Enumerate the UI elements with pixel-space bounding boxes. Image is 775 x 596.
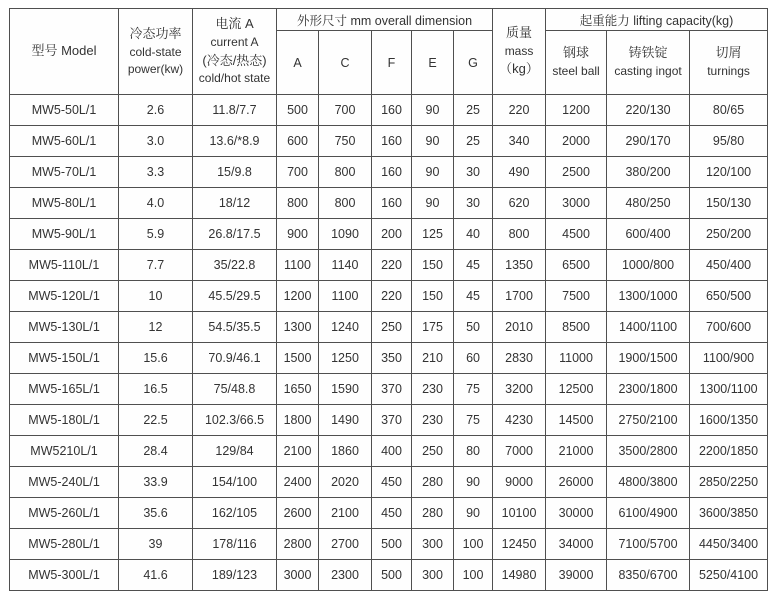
dim-a-cell: 2600: [277, 498, 319, 529]
dim-c-cell: 2300: [319, 560, 372, 591]
turnings-cell: 95/80: [690, 126, 768, 157]
model-cell: MW5-90L/1: [10, 219, 119, 250]
header-power-en2: power(kw): [127, 61, 184, 76]
dim-g-cell: 60: [454, 343, 493, 374]
steel-ball-cell: 2000: [546, 126, 607, 157]
steel-ball-cell: 4500: [546, 219, 607, 250]
header-power-en1: cold-state: [129, 44, 182, 59]
mass-cell: 4230: [493, 405, 546, 436]
casting-ingot-cell: 380/200: [607, 157, 690, 188]
dim-e-cell: 90: [412, 95, 454, 126]
dim-c-cell: 800: [319, 157, 372, 188]
dim-f-cell: 350: [372, 343, 412, 374]
model-cell: MW5-80L/1: [10, 188, 119, 219]
mass-cell: 7000: [493, 436, 546, 467]
header-current-zh2: (冷态/热态): [202, 52, 267, 68]
dim-e-cell: 150: [412, 250, 454, 281]
turnings-cell: 120/100: [690, 157, 768, 188]
table-row: [10, 219, 768, 250]
dim-a-cell: 600: [277, 126, 319, 157]
current-cell: 13.6/*8.9: [193, 126, 277, 157]
dim-a-cell: 500: [277, 95, 319, 126]
power-cell: 4.0: [119, 188, 193, 219]
turnings-cell: 650/500: [690, 281, 768, 312]
header-overall-dimension: 外形尺寸 mm overall dimension: [277, 9, 493, 31]
mass-cell: 1350: [493, 250, 546, 281]
mass-cell: 340: [493, 126, 546, 157]
dim-a-cell: 900: [277, 219, 319, 250]
model-cell: MW5-280L/1: [10, 529, 119, 560]
current-cell: 26.8/17.5: [193, 219, 277, 250]
casting-ingot-cell: 1300/1000: [607, 281, 690, 312]
dim-c-cell: 1100: [319, 281, 372, 312]
table-row: [10, 436, 768, 467]
header-casting-ingot-zh: 铸铁锭: [628, 45, 668, 61]
power-cell: 22.5: [119, 405, 193, 436]
casting-ingot-cell: 6100/4900: [607, 498, 690, 529]
turnings-cell: 1100/900: [690, 343, 768, 374]
steel-ball-cell: 8500: [546, 312, 607, 343]
header-mass-en: mass: [504, 43, 534, 58]
dim-c-cell: 2020: [319, 467, 372, 498]
dim-f-cell: 370: [372, 374, 412, 405]
mass-cell: 14980: [493, 560, 546, 591]
dim-g-cell: 30: [454, 157, 493, 188]
current-cell: 189/123: [193, 560, 277, 591]
turnings-cell: 2850/2250: [690, 467, 768, 498]
current-cell: 102.3/66.5: [193, 405, 277, 436]
header-current: [193, 9, 277, 95]
dim-c-cell: 1140: [319, 250, 372, 281]
table-row: [10, 95, 768, 126]
dim-e-cell: 250: [412, 436, 454, 467]
power-cell: 5.9: [119, 219, 193, 250]
header-dim-c: C: [319, 31, 372, 95]
casting-ingot-cell: 1000/800: [607, 250, 690, 281]
header-current-zh: 电流 A: [215, 16, 254, 32]
dim-a-cell: 2400: [277, 467, 319, 498]
header-mass-unit: （kg）: [499, 61, 539, 77]
table-row: [10, 498, 768, 529]
header-lifting-capacity: 起重能力 lifting capacity(kg): [546, 9, 768, 31]
model-cell: MW5-240L/1: [10, 467, 119, 498]
header-cold-state-power: [119, 9, 193, 95]
table-row: [10, 560, 768, 591]
dim-e-cell: 280: [412, 467, 454, 498]
dim-e-cell: 90: [412, 126, 454, 157]
header-casting-ingot-en: casting ingot: [614, 64, 682, 79]
dim-f-cell: 250: [372, 312, 412, 343]
table-row: [10, 467, 768, 498]
casting-ingot-cell: 600/400: [607, 219, 690, 250]
turnings-cell: 1300/1100: [690, 374, 768, 405]
header-model: [10, 9, 119, 95]
mass-cell: 220: [493, 95, 546, 126]
dim-e-cell: 230: [412, 405, 454, 436]
dim-e-cell: 230: [412, 374, 454, 405]
power-cell: 33.9: [119, 467, 193, 498]
table-row: [10, 157, 768, 188]
casting-ingot-cell: 1900/1500: [607, 343, 690, 374]
dim-a-cell: 1100: [277, 250, 319, 281]
dim-c-cell: 750: [319, 126, 372, 157]
casting-ingot-cell: 2750/2100: [607, 405, 690, 436]
dim-a-cell: 3000: [277, 560, 319, 591]
model-cell: MW5-150L/1: [10, 343, 119, 374]
turnings-cell: 4450/3400: [690, 529, 768, 560]
dim-c-cell: 2700: [319, 529, 372, 560]
mass-cell: 9000: [493, 467, 546, 498]
dim-g-cell: 100: [454, 560, 493, 591]
dim-e-cell: 150: [412, 281, 454, 312]
steel-ball-cell: 12500: [546, 374, 607, 405]
table-row: [10, 312, 768, 343]
mass-cell: 10100: [493, 498, 546, 529]
turnings-cell: 2200/1850: [690, 436, 768, 467]
dim-e-cell: 210: [412, 343, 454, 374]
dim-c-cell: 1590: [319, 374, 372, 405]
current-cell: 75/48.8: [193, 374, 277, 405]
dim-f-cell: 450: [372, 467, 412, 498]
model-cell: MW5-110L/1: [10, 250, 119, 281]
table-row: [10, 126, 768, 157]
steel-ball-cell: 2500: [546, 157, 607, 188]
casting-ingot-cell: 220/130: [607, 95, 690, 126]
model-cell: MW5-260L/1: [10, 498, 119, 529]
casting-ingot-cell: 7100/5700: [607, 529, 690, 560]
current-cell: 45.5/29.5: [193, 281, 277, 312]
header-steel-ball-en: steel ball: [552, 64, 600, 79]
dim-e-cell: 300: [412, 560, 454, 591]
steel-ball-cell: 21000: [546, 436, 607, 467]
dim-c-cell: 1490: [319, 405, 372, 436]
dim-g-cell: 75: [454, 405, 493, 436]
dim-f-cell: 160: [372, 157, 412, 188]
dim-f-cell: 370: [372, 405, 412, 436]
dim-f-cell: 450: [372, 498, 412, 529]
power-cell: 7.7: [119, 250, 193, 281]
current-cell: 162/105: [193, 498, 277, 529]
dim-c-cell: 2100: [319, 498, 372, 529]
mass-cell: 3200: [493, 374, 546, 405]
dim-a-cell: 2800: [277, 529, 319, 560]
dim-f-cell: 160: [372, 126, 412, 157]
header-dim-g: G: [454, 31, 493, 95]
dim-f-cell: 220: [372, 281, 412, 312]
turnings-cell: 80/65: [690, 95, 768, 126]
dim-c-cell: 700: [319, 95, 372, 126]
casting-ingot-cell: 2300/1800: [607, 374, 690, 405]
dim-f-cell: 500: [372, 560, 412, 591]
dim-e-cell: 300: [412, 529, 454, 560]
power-cell: 39: [119, 529, 193, 560]
header-turnings: [690, 31, 768, 95]
casting-ingot-cell: 4800/3800: [607, 467, 690, 498]
header-dim-a: A: [277, 31, 319, 95]
dim-e-cell: 175: [412, 312, 454, 343]
dim-a-cell: 1500: [277, 343, 319, 374]
steel-ball-cell: 11000: [546, 343, 607, 374]
table-row: [10, 405, 768, 436]
header-power-zh: 冷态功率: [129, 25, 182, 41]
table-row: [10, 250, 768, 281]
header-steel-ball: [546, 31, 607, 95]
power-cell: 15.6: [119, 343, 193, 374]
model-cell: MW5-130L/1: [10, 312, 119, 343]
header-turnings-zh: 切屑: [715, 45, 742, 61]
dim-a-cell: 1300: [277, 312, 319, 343]
header-dim-f: F: [372, 31, 412, 95]
steel-ball-cell: 1200: [546, 95, 607, 126]
dim-a-cell: 700: [277, 157, 319, 188]
dim-f-cell: 220: [372, 250, 412, 281]
dim-c-cell: 1250: [319, 343, 372, 374]
current-cell: 18/12: [193, 188, 277, 219]
current-cell: 35/22.8: [193, 250, 277, 281]
table-row: [10, 529, 768, 560]
dim-c-cell: 1090: [319, 219, 372, 250]
dim-g-cell: 45: [454, 281, 493, 312]
casting-ingot-cell: 480/250: [607, 188, 690, 219]
dim-g-cell: 40: [454, 219, 493, 250]
dim-g-cell: 25: [454, 126, 493, 157]
dim-g-cell: 45: [454, 250, 493, 281]
dim-g-cell: 50: [454, 312, 493, 343]
dim-a-cell: 1200: [277, 281, 319, 312]
power-cell: 10: [119, 281, 193, 312]
dim-f-cell: 160: [372, 188, 412, 219]
steel-ball-cell: 7500: [546, 281, 607, 312]
power-cell: 3.0: [119, 126, 193, 157]
power-cell: 35.6: [119, 498, 193, 529]
dim-a-cell: 1650: [277, 374, 319, 405]
power-cell: 41.6: [119, 560, 193, 591]
header-steel-ball-zh: 钢球: [563, 45, 590, 61]
turnings-cell: 250/200: [690, 219, 768, 250]
mass-cell: 1700: [493, 281, 546, 312]
dim-a-cell: 800: [277, 188, 319, 219]
model-cell: MW5-300L/1: [10, 560, 119, 591]
dim-e-cell: 90: [412, 157, 454, 188]
header-row-top: [10, 9, 768, 31]
turnings-cell: 3600/3850: [690, 498, 768, 529]
casting-ingot-cell: 8350/6700: [607, 560, 690, 591]
dim-f-cell: 200: [372, 219, 412, 250]
dim-g-cell: 90: [454, 498, 493, 529]
table-row: [10, 188, 768, 219]
model-cell: MW5-165L/1: [10, 374, 119, 405]
steel-ball-cell: 39000: [546, 560, 607, 591]
dim-g-cell: 30: [454, 188, 493, 219]
steel-ball-cell: 26000: [546, 467, 607, 498]
dim-c-cell: 1240: [319, 312, 372, 343]
current-cell: 54.5/35.5: [193, 312, 277, 343]
mass-cell: 620: [493, 188, 546, 219]
spec-table: [9, 8, 768, 591]
mass-cell: 800: [493, 219, 546, 250]
header-model-label: 型号 Model: [31, 43, 97, 59]
steel-ball-cell: 3000: [546, 188, 607, 219]
current-cell: 154/100: [193, 467, 277, 498]
dim-g-cell: 80: [454, 436, 493, 467]
steel-ball-cell: 30000: [546, 498, 607, 529]
dim-c-cell: 800: [319, 188, 372, 219]
turnings-cell: 700/600: [690, 312, 768, 343]
table-row: [10, 374, 768, 405]
mass-cell: 2010: [493, 312, 546, 343]
table-header: [10, 9, 768, 95]
table-row: [10, 343, 768, 374]
header-dim-e: E: [412, 31, 454, 95]
power-cell: 16.5: [119, 374, 193, 405]
current-cell: 178/116: [193, 529, 277, 560]
header-mass: [493, 9, 546, 95]
model-cell: MW5-180L/1: [10, 405, 119, 436]
current-cell: 15/9.8: [193, 157, 277, 188]
steel-ball-cell: 6500: [546, 250, 607, 281]
header-mass-zh: 质量: [506, 24, 533, 40]
dim-g-cell: 90: [454, 467, 493, 498]
turnings-cell: 150/130: [690, 188, 768, 219]
casting-ingot-cell: 1400/1100: [607, 312, 690, 343]
table-body: [10, 95, 768, 591]
steel-ball-cell: 34000: [546, 529, 607, 560]
steel-ball-cell: 14500: [546, 405, 607, 436]
current-cell: 11.8/7.7: [193, 95, 277, 126]
dim-c-cell: 1860: [319, 436, 372, 467]
casting-ingot-cell: 3500/2800: [607, 436, 690, 467]
header-casting-ingot: [607, 31, 690, 95]
header-current-en2: cold/hot state: [198, 71, 271, 86]
dim-a-cell: 1800: [277, 405, 319, 436]
turnings-cell: 5250/4100: [690, 560, 768, 591]
dim-f-cell: 400: [372, 436, 412, 467]
current-cell: 70.9/46.1: [193, 343, 277, 374]
power-cell: 12: [119, 312, 193, 343]
casting-ingot-cell: 290/170: [607, 126, 690, 157]
mass-cell: 490: [493, 157, 546, 188]
dim-g-cell: 75: [454, 374, 493, 405]
dim-a-cell: 2100: [277, 436, 319, 467]
power-cell: 3.3: [119, 157, 193, 188]
model-cell: MW5-70L/1: [10, 157, 119, 188]
header-turnings-en: turnings: [707, 64, 750, 79]
dim-e-cell: 125: [412, 219, 454, 250]
power-cell: 2.6: [119, 95, 193, 126]
mass-cell: 12450: [493, 529, 546, 560]
model-cell: MW5210L/1: [10, 436, 119, 467]
dim-g-cell: 100: [454, 529, 493, 560]
turnings-cell: 450/400: [690, 250, 768, 281]
power-cell: 28.4: [119, 436, 193, 467]
model-cell: MW5-60L/1: [10, 126, 119, 157]
header-current-en1: current A: [210, 35, 259, 50]
turnings-cell: 1600/1350: [690, 405, 768, 436]
dim-f-cell: 500: [372, 529, 412, 560]
mass-cell: 2830: [493, 343, 546, 374]
dim-e-cell: 280: [412, 498, 454, 529]
table-row: [10, 281, 768, 312]
current-cell: 129/84: [193, 436, 277, 467]
dim-f-cell: 160: [372, 95, 412, 126]
model-cell: MW5-50L/1: [10, 95, 119, 126]
dim-e-cell: 90: [412, 188, 454, 219]
dim-g-cell: 25: [454, 95, 493, 126]
model-cell: MW5-120L/1: [10, 281, 119, 312]
